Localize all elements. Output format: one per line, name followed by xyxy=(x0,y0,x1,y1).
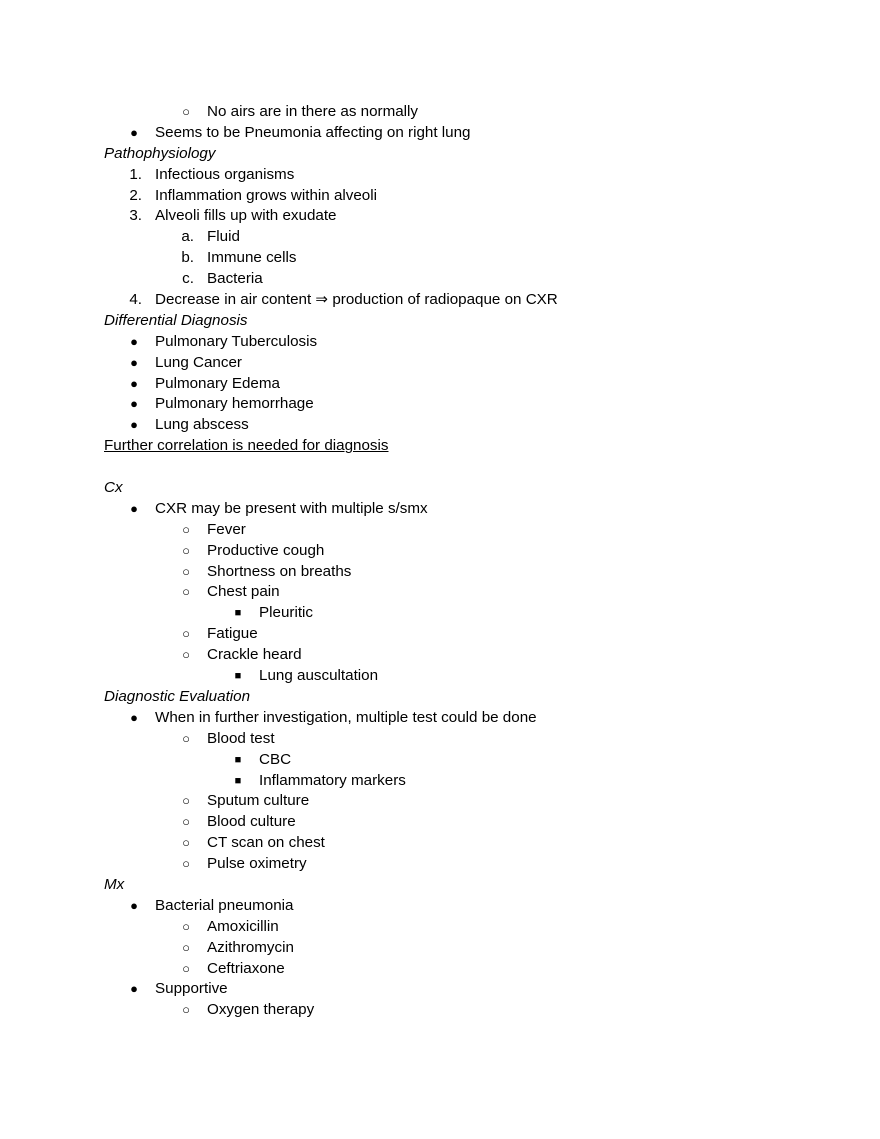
list-item xyxy=(0,791,880,812)
section-heading xyxy=(0,311,880,332)
number-marker: 2. xyxy=(129,186,142,204)
disc-bullet: ● xyxy=(130,396,138,412)
list-item-text: Pulmonary Tuberculosis xyxy=(155,332,318,350)
list-item xyxy=(0,666,880,687)
list-item xyxy=(0,708,880,729)
circle-bullet: ○ xyxy=(182,960,190,976)
list-item xyxy=(0,394,880,415)
list-item xyxy=(0,123,880,144)
circle-bullet: ○ xyxy=(182,939,190,955)
list-item xyxy=(0,562,880,583)
circle-bullet: ○ xyxy=(182,793,190,809)
list-item-text: CBC xyxy=(259,750,292,768)
list-item xyxy=(0,959,880,980)
list-item-text: Azithromycin xyxy=(207,938,294,956)
list-item-text: Productive cough xyxy=(207,541,325,559)
list-item xyxy=(0,812,880,833)
list-item-text: Oxygen therapy xyxy=(207,1001,315,1019)
letter-marker: c. xyxy=(182,270,194,288)
list-item-text: Pulmonary Edema xyxy=(155,374,280,392)
list-item xyxy=(0,374,880,395)
list-item xyxy=(0,206,880,227)
circle-bullet: ○ xyxy=(182,730,190,746)
letter-marker: a. xyxy=(181,228,194,246)
correlation-note-text: Further correlation is needed for diagnosis xyxy=(104,437,389,455)
list-item xyxy=(0,415,880,436)
list-item-text: Chest pain xyxy=(207,583,280,601)
correlation-note xyxy=(0,436,880,457)
list-item xyxy=(0,353,880,374)
square-bullet: ■ xyxy=(234,607,242,620)
pathophysiology-heading: Pathophysiology xyxy=(104,144,216,162)
list-item xyxy=(0,269,880,290)
list-item xyxy=(0,645,880,666)
list-item-text: Lung auscultation xyxy=(259,667,379,685)
list-item-text: Alveoli fills up with exudate xyxy=(155,207,337,225)
list-item xyxy=(0,854,880,875)
list-item-text: Blood test xyxy=(207,729,275,747)
list-item-text: Infectious organisms xyxy=(155,165,295,183)
cx-heading: Cx xyxy=(104,479,123,497)
list-item-text: Fluid xyxy=(207,228,240,246)
list-item xyxy=(0,603,880,624)
disc-bullet: ● xyxy=(130,124,138,140)
list-item xyxy=(0,624,880,645)
list-item xyxy=(0,771,880,792)
list-item xyxy=(0,186,880,207)
list-item xyxy=(0,833,880,854)
list-item xyxy=(0,332,880,353)
list-item xyxy=(0,729,880,750)
circle-bullet: ○ xyxy=(182,918,190,934)
disc-bullet: ● xyxy=(130,354,138,370)
disc-bullet: ● xyxy=(130,500,138,516)
list-item xyxy=(0,541,880,562)
list-item-text: Blood culture xyxy=(207,813,296,831)
list-item xyxy=(0,938,880,959)
list-item-text: Decrease in air content ⇒ production of radiopaque on CXR xyxy=(155,291,558,309)
circle-bullet: ○ xyxy=(182,835,190,851)
number-marker: 3. xyxy=(129,207,142,225)
list-item xyxy=(0,520,880,541)
disc-bullet: ● xyxy=(130,981,138,997)
circle-bullet: ○ xyxy=(182,814,190,830)
list-item-text: CXR may be present with multiple s/smx xyxy=(155,499,428,517)
circle-bullet: ○ xyxy=(182,647,190,663)
square-bullet: ■ xyxy=(234,753,242,766)
disc-bullet: ● xyxy=(130,709,138,725)
list-item-text: Crackle heard xyxy=(207,646,302,664)
list-item-text: Fatigue xyxy=(207,625,258,643)
list-item-text: Ceftriaxone xyxy=(207,959,285,977)
list-item-text: Inflammatory markers xyxy=(259,771,406,789)
square-bullet: ■ xyxy=(234,774,242,787)
number-marker: 1. xyxy=(129,165,142,183)
circle-bullet: ○ xyxy=(182,563,190,579)
list-item-text: Pulse oximetry xyxy=(207,855,307,873)
mx-heading: Mx xyxy=(104,875,125,893)
circle-bullet: ○ xyxy=(182,626,190,642)
list-item xyxy=(0,582,880,603)
section-heading xyxy=(0,144,880,165)
circle-bullet: ○ xyxy=(182,1002,190,1018)
list-item-text: No airs are in there as normally xyxy=(207,103,419,120)
list-item-text: Supportive xyxy=(155,980,228,998)
circle-bullet: ○ xyxy=(182,104,190,119)
list-item-text: Bacteria xyxy=(207,270,263,288)
list-item-text: CT scan on chest xyxy=(207,834,325,852)
list-item-text: When in further investigation, multiple test could be done xyxy=(155,708,537,726)
list-item xyxy=(0,1000,880,1021)
list-item xyxy=(0,248,880,269)
circle-bullet: ○ xyxy=(182,521,190,537)
list-item-text: Inflammation grows within alveoli xyxy=(155,186,377,204)
list-item-text: Bacterial pneumonia xyxy=(155,896,294,914)
circle-bullet: ○ xyxy=(182,856,190,872)
square-bullet: ■ xyxy=(234,670,242,683)
circle-bullet: ○ xyxy=(182,542,190,558)
list-item xyxy=(0,750,880,771)
list-item-text: Immune cells xyxy=(207,249,297,267)
differential-heading: Differential Diagnosis xyxy=(104,311,248,329)
letter-marker: b. xyxy=(181,249,194,267)
list-item xyxy=(0,102,880,123)
list-item xyxy=(0,917,880,938)
list-item-text: Lung Cancer xyxy=(155,353,242,371)
list-item xyxy=(0,165,880,186)
circle-bullet: ○ xyxy=(182,584,190,600)
section-heading xyxy=(0,687,880,708)
disc-bullet: ● xyxy=(130,333,138,349)
list-item xyxy=(0,227,880,248)
diagnostic-heading: Diagnostic Evaluation xyxy=(104,687,251,705)
list-item-text: Fever xyxy=(207,520,246,538)
list-item-text: Seems to be Pneumonia affecting on right lung xyxy=(155,123,471,141)
list-item xyxy=(0,896,880,917)
list-item-text: Pulmonary hemorrhage xyxy=(155,395,314,413)
list-item xyxy=(0,290,880,311)
list-item-text: Sputum culture xyxy=(207,792,310,810)
document-page xyxy=(0,102,880,1021)
list-item-text: Amoxicillin xyxy=(207,917,279,935)
number-marker: 4. xyxy=(129,291,142,309)
list-item xyxy=(0,979,880,1000)
section-heading xyxy=(0,478,880,499)
disc-bullet: ● xyxy=(130,375,138,391)
section-heading xyxy=(0,875,880,896)
disc-bullet: ● xyxy=(130,897,138,913)
list-item-text: Pleuritic xyxy=(259,604,314,622)
list-item-text: Shortness on breaths xyxy=(207,562,352,580)
blank-line xyxy=(0,457,880,478)
disc-bullet: ● xyxy=(130,417,138,433)
list-item xyxy=(0,499,880,520)
list-item-text: Lung abscess xyxy=(155,416,249,434)
